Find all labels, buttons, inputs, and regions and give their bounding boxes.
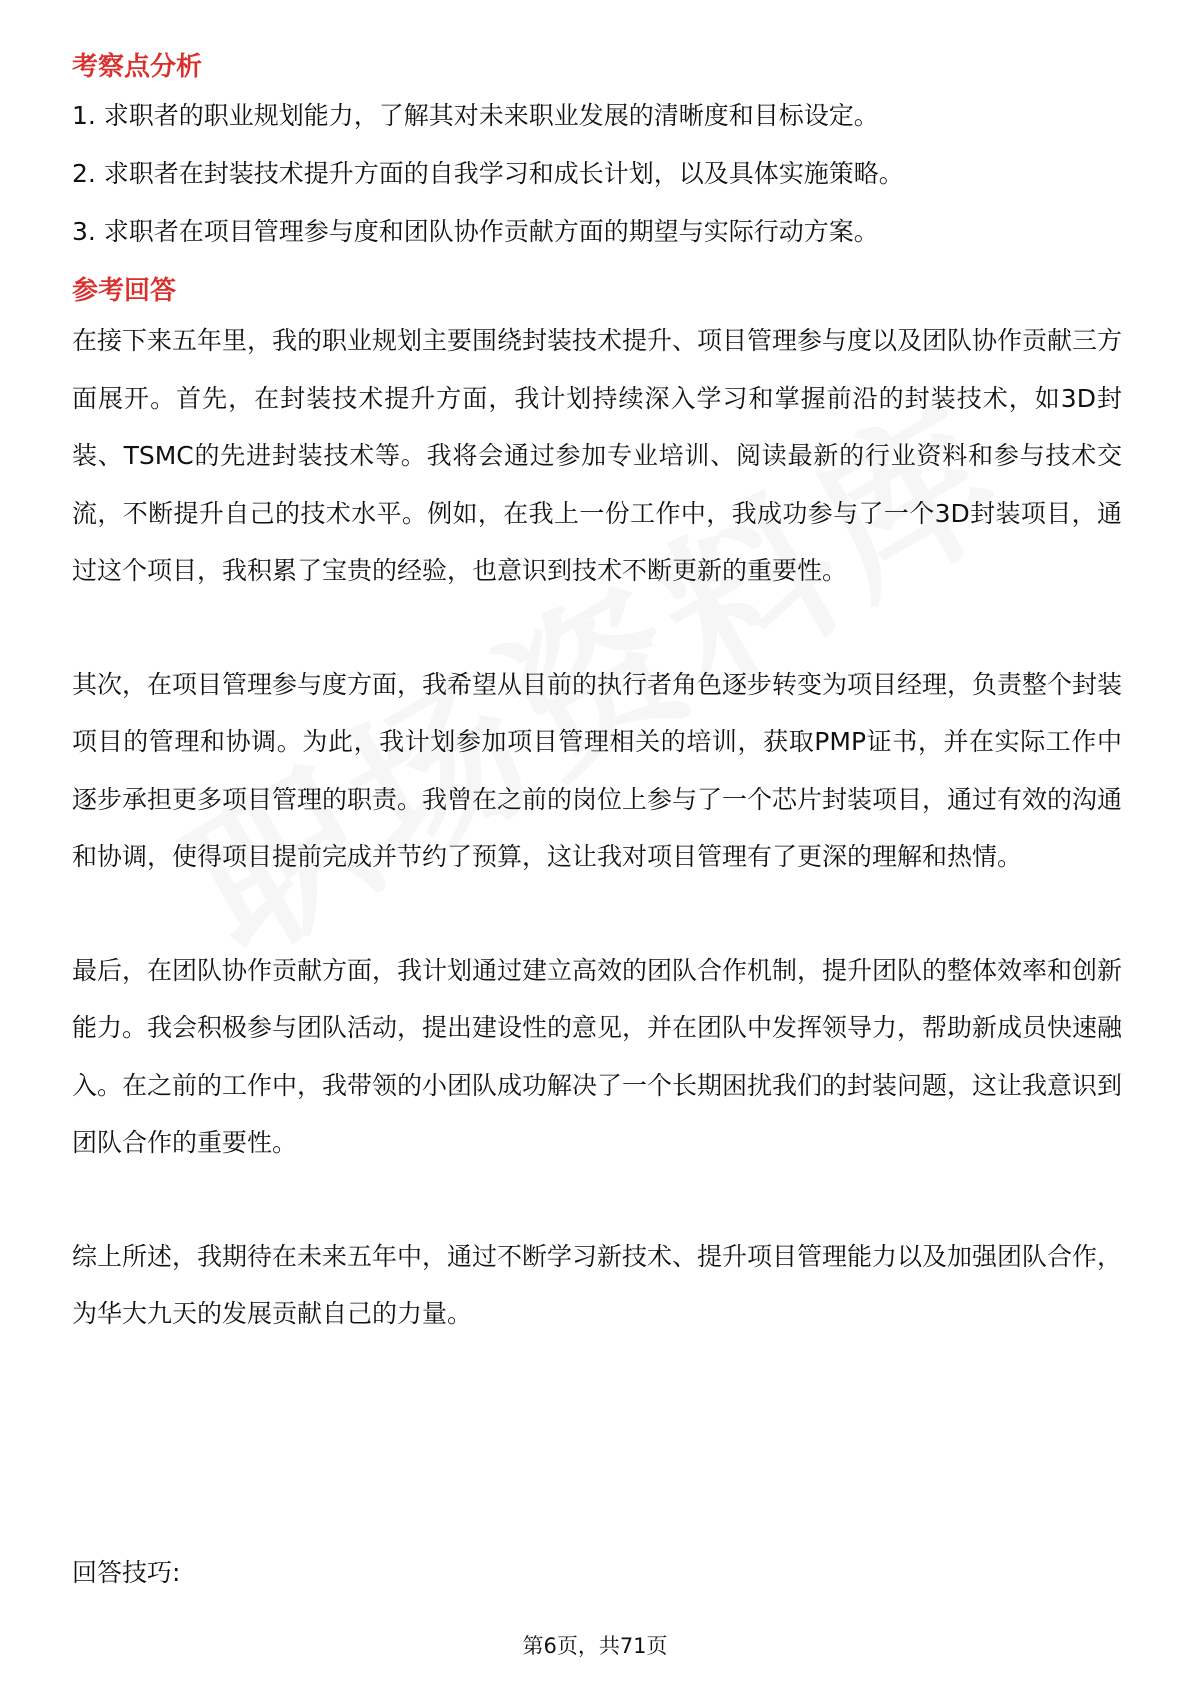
answer-heading: 参考回答 <box>72 276 177 306</box>
answer-paragraph: 综上所述，我期待在未来五年中，通过不断学习新技术、提升项目管理能力以及加强团队合作，为华大九天的发展贡献自己的力量。 <box>72 1241 1123 1328</box>
analysis-heading: 考察点分析 <box>72 52 203 82</box>
analysis-point: 2. 求职者在封装技术提升方面的自我学习和成长计划，以及具体实施策略。 <box>72 159 904 188</box>
analysis-points <box>72 98 1122 250</box>
answer-paragraph: 最后，在团队协作贡献方面，我计划通过建立高效的团队合作机制，提升团队的整体效率和创新能力。我会积极参与团队活动，提出建设性的意见，并在团队中发挥领导力，帮助新成员快速融入。在之前的工作中，我带领的小团队成功解决了一个长期困扰我们的封装问题，这让我意识到团队合作的重要性。 <box>72 955 1123 1157</box>
answer-paragraph: 在接下来五年里，我的职业规划主要围绕封装技术提升、项目管理参与度以及团队协作贡献三方面展开。首先，在封装技术提升方面，我计划持续深入学习和掌握前沿的封装技术，如3D封装、TSMC的先进封装技术等。我将会通过参加专业培训、阅读最新的行业资料和参与技术交流，不断提升自己的技术水平。例如，在我上一份工作中，我成功参与了一个3D封装项目，通过这个项目，我积累了宝贵的经验，也意识到技术不断更新的重要性。 <box>72 326 1123 585</box>
analysis-point: 1. 求职者的职业规划能力，了解其对未来职业发展的清晰度和目标设定。 <box>72 101 879 130</box>
page-number: 第6页，共71页 <box>522 1634 668 1658</box>
answer-paragraph: 其次，在项目管理参与度方面，我希望从目前的执行者角色逐步转变为项目经理，负责整个封装项目的管理和协调。为此，我计划参加项目管理相关的培训，获取PMP证书，并在实际工作中逐步承担更多项目管理的职责。我曾在之前的岗位上参与了一个芯片封装项目，通过有效的沟通和协调，使得项目提前完成并节约了预算，这让我对项目管理有了更深的理解和热情。 <box>72 669 1123 871</box>
paragraph-spacer <box>72 886 1122 942</box>
paragraph-spacer <box>72 600 1122 656</box>
analysis-point: 3. 求职者在项目管理参与度和团队协作贡献方面的期望与实际行动方案。 <box>72 217 879 246</box>
paragraph-spacer <box>72 1172 1122 1228</box>
page-content <box>72 48 1122 1343</box>
tips-label: 回答技巧: <box>72 1558 181 1587</box>
